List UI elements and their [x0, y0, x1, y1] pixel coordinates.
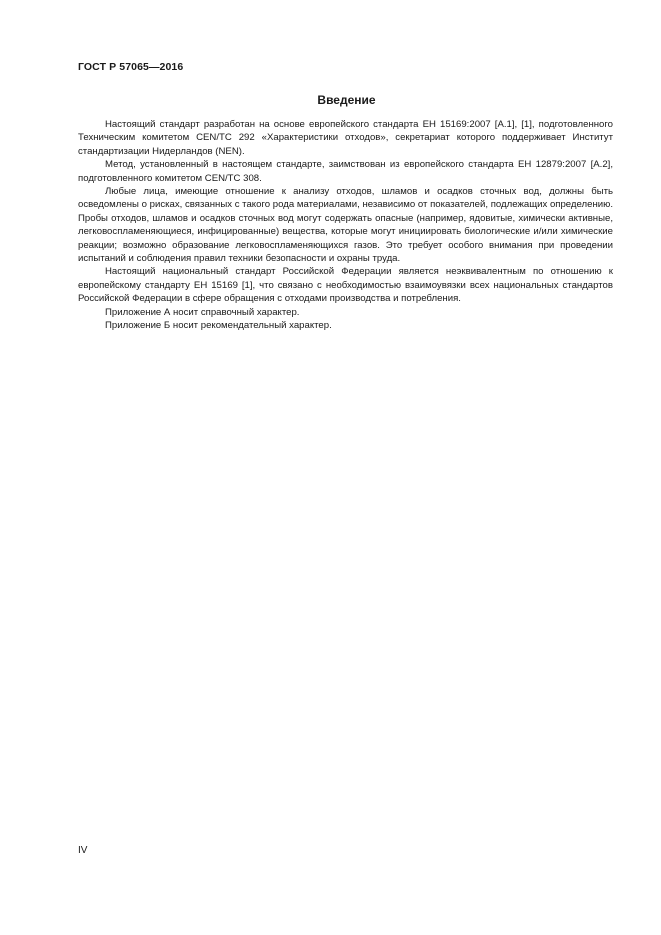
- paragraph-safety: Любые лица, имеющие отношение к анализу отходов, шламов и осадков сточных вод, должны быть осведомлены о рисках, связанных с такого рода материалами, независимо от показателей, подлежащих определению. Пробы отходов, шламов и осадков сточных вод могут содержать опасные (например, ядовитые, химически активные, легковоспламеняющиеся, инфицированные) вещества, которые могут инициировать биологические и/или химические реакции; возможно образование легковоспламеняющихся газов. Это требует особого внимания при проведении испытаний и соблюдения правил техники безопасности и охраны труда.: [78, 186, 613, 265]
- introduction-body: [78, 118, 613, 333]
- document-header: ГОСТ Р 57065—2016: [78, 61, 184, 73]
- page-number: IV: [78, 845, 88, 856]
- paragraph-equivalence: Настоящий национальный стандарт Российской Федерации является неэквивалентным по отношению к европейскому стандарту ЕН 15169 [1], что связано с необходимостью взаимоувязки всех национальных стандартов Российской Федерации в сфере обращения с отходами производства и потребления.: [78, 266, 613, 305]
- paragraph-annex-b: Приложение Б носит рекомендательный характер.: [105, 320, 332, 332]
- paragraph-method: Метод, установленный в настоящем стандарте, заимствован из европейского стандарта ЕН 12879:2007 [А.2], подготовленного комитетом CEN/TC 308.: [78, 159, 613, 184]
- section-title: Введение: [317, 93, 376, 107]
- paragraph-annex-a: Приложение А носит справочный характер.: [105, 306, 300, 318]
- paragraph-basis: Настоящий стандарт разработан на основе европейского стандарта ЕН 15169:2007 [А.1], [1], подготовленного Техническим комитетом CEN/TC 292 «Характеристики отходов», секретариат которого поддерживает Институт стандартизации Нидерландов (NEN).: [78, 119, 613, 157]
